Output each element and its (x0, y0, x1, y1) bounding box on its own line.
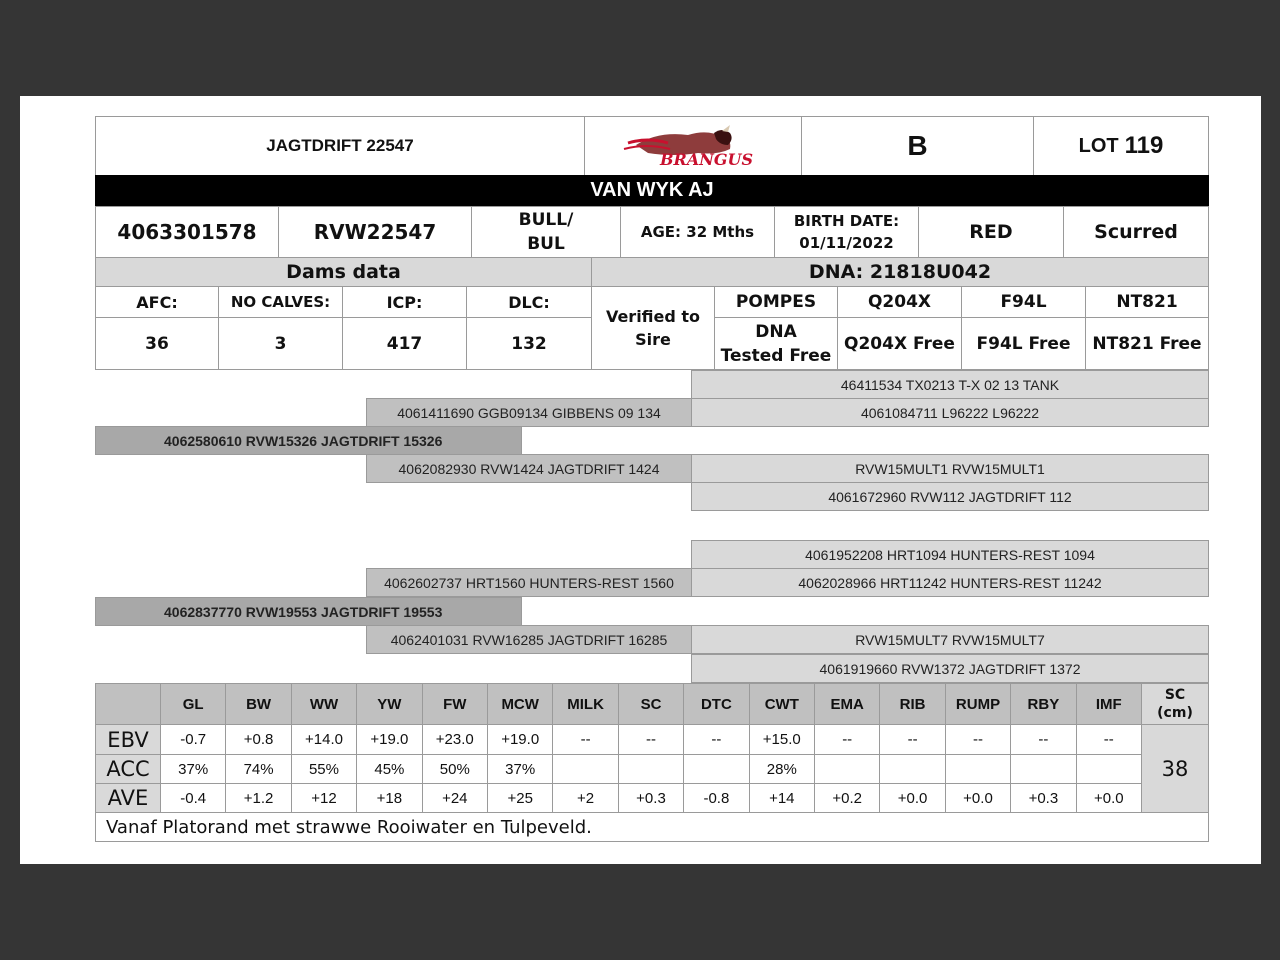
ebv-cell: +23.0 (422, 724, 488, 755)
ebv-cell: -0.4 (160, 783, 226, 813)
pedigree-dam-sire-dam: 4062028966 HRT11242 HUNTERS-REST 11242 (691, 568, 1209, 597)
dna-result-pompes (714, 317, 838, 370)
ebv-cell: +0.0 (879, 783, 945, 813)
pedigree-sire-dam-dam: 4061672960 RVW112 JAGTDRIFT 112 (691, 482, 1209, 511)
ebv-cell: +2 (552, 783, 618, 813)
lot-number: 119 (1124, 132, 1164, 159)
pedigree-dam-dam-dam: 4061919660 RVW1372 JAGTDRIFT 1372 (691, 654, 1209, 683)
ebv-header-cwt: CWT (749, 683, 815, 725)
pedigree-dam-sire-sire: 4061952208 HRT1094 HUNTERS-REST 1094 (691, 540, 1209, 569)
ebv-cell: +18 (356, 783, 422, 813)
pedigree-sire-dam: 4062082930 RVW1424 JAGTDRIFT 1424 (366, 454, 692, 483)
ebv-row-label-ave: AVE (95, 783, 161, 813)
dna-result-nt821: NT821 Free (1085, 317, 1209, 370)
ebv-cell: +1.2 (225, 783, 291, 813)
dna-test-nt821: NT821 (1085, 286, 1209, 318)
sex-line1: BULL/ (518, 210, 574, 230)
dna-verified (591, 286, 715, 370)
dams-value-afc: 36 (95, 317, 219, 370)
animal-tag: RVW22547 (278, 206, 472, 258)
ebv-cell: 55% (291, 754, 357, 784)
animal-colour: RED (918, 206, 1064, 258)
animal-polled: Scurred (1063, 206, 1209, 258)
ebv-row-label-ebv: EBV (95, 724, 161, 755)
dna-test-pompes: POMPES (714, 286, 838, 318)
ebv-cell: -0.8 (683, 783, 749, 813)
birth-date: 01/11/2022 (799, 234, 894, 252)
birth-label: BIRTH DATE: (793, 212, 900, 230)
ebv-header-yw: YW (356, 683, 422, 725)
ebv-cell (879, 754, 945, 784)
ebv-cell: -- (1076, 724, 1142, 755)
dams-header-dlc: DLC: (466, 286, 592, 318)
ebv-cell: +25 (487, 783, 553, 813)
ebv-cell: +15.0 (749, 724, 815, 755)
pedigree-dam-dam: 4062401031 RVW16285 JAGTDRIFT 16285 (366, 625, 692, 654)
ebv-cell (683, 754, 749, 784)
ebv-cell: +19.0 (356, 724, 422, 755)
remarks: Vanaf Platorand met strawwe Rooiwater en Tulpeveld. (95, 812, 1209, 842)
verified-line1: Verified to (605, 307, 701, 326)
ebv-cell: -- (814, 724, 880, 755)
birth-date-cell (774, 206, 919, 258)
logo-text: BRANGUS (660, 150, 754, 169)
sc-header-line1: SC (1164, 687, 1186, 703)
ebv-header-milk: MILK (552, 683, 618, 725)
pedigree-dam-sire: 4062602737 HRT1560 HUNTERS-REST 1560 (366, 568, 692, 597)
ebv-row-label-acc: ACC (95, 754, 161, 784)
dna-result-f94l: F94L Free (961, 317, 1086, 370)
ebv-cell: 37% (487, 754, 553, 784)
sc-value: 38 (1141, 724, 1209, 813)
ebv-cell: 45% (356, 754, 422, 784)
sex-line2: BUL (527, 234, 565, 254)
pedigree-dam: 4062837770 RVW19553 JAGTDRIFT 19553 (95, 597, 522, 626)
dams-header-calves: NO CALVES: (218, 286, 343, 318)
ebv-cell: +0.3 (1010, 783, 1076, 813)
breed-logo (584, 116, 802, 176)
ebv-cell (552, 754, 618, 784)
ebv-cell: +14.0 (291, 724, 357, 755)
dna-result-q204x: Q204X Free (837, 317, 962, 370)
grade-badge: B (801, 116, 1034, 176)
ebv-cell: 37% (160, 754, 226, 784)
ebv-cell: -- (945, 724, 1011, 755)
dna-test-q204x: Q204X (837, 286, 962, 318)
ebv-header-gl: GL (160, 683, 226, 725)
pompes-result-line2: Tested Free (720, 345, 832, 366)
ebv-cell: -- (879, 724, 945, 755)
animal-age: AGE: 32 Mths (620, 206, 775, 258)
ebv-cell: -- (618, 724, 684, 755)
animal-sex (471, 206, 621, 258)
pedigree-sire-sire: 4061411690 GGB09134 GIBBENS 09 134 (366, 398, 692, 427)
ebv-header-corner (95, 683, 161, 725)
ebv-cell (1010, 754, 1076, 784)
ebv-cell (618, 754, 684, 784)
ebv-header-rib: RIB (879, 683, 945, 725)
ebv-cell: +12 (291, 783, 357, 813)
ebv-header-rump: RUMP (945, 683, 1011, 725)
animal-id: 4063301578 (95, 206, 279, 258)
ebv-cell: +0.8 (225, 724, 291, 755)
ebv-cell: +0.3 (618, 783, 684, 813)
ebv-cell (945, 754, 1011, 784)
sale-card (20, 96, 1261, 864)
dna-title: DNA: 21818U042 (591, 257, 1209, 287)
dna-test-f94l: F94L (961, 286, 1086, 318)
dams-header-afc: AFC: (95, 286, 219, 318)
lot-label: LOT (1078, 134, 1119, 157)
ebv-header-imf: IMF (1076, 683, 1142, 725)
ebv-header-rby: RBY (1010, 683, 1076, 725)
brangus-bull-icon (618, 123, 768, 169)
pompes-result-line1: DNA (755, 321, 797, 342)
ebv-header-fw: FW (422, 683, 488, 725)
ebv-cell: +24 (422, 783, 488, 813)
ebv-cell: 74% (225, 754, 291, 784)
dams-value-calves: 3 (218, 317, 343, 370)
ebv-header-sc-cm (1141, 683, 1209, 725)
ebv-cell: -- (552, 724, 618, 755)
ebv-header-sc: SC (618, 683, 684, 725)
dams-value-icp: 417 (342, 317, 467, 370)
pedigree-dam-dam-sire: RVW15MULT7 RVW15MULT7 (691, 625, 1209, 654)
ebv-cell: 28% (749, 754, 815, 784)
ebv-cell: -- (683, 724, 749, 755)
owner-bar: VAN WYK AJ (95, 175, 1209, 206)
ebv-cell: -0.7 (160, 724, 226, 755)
ebv-cell: +0.2 (814, 783, 880, 813)
ebv-header-dtc: DTC (683, 683, 749, 725)
ebv-cell (814, 754, 880, 784)
ebv-cell: -- (1010, 724, 1076, 755)
animal-name: JAGTDRIFT 22547 (95, 116, 585, 176)
ebv-cell (1076, 754, 1142, 784)
ebv-header-ema: EMA (814, 683, 880, 725)
sc-header-line2: (cm) (1157, 705, 1193, 721)
ebv-header-ww: WW (291, 683, 357, 725)
ebv-cell: 50% (422, 754, 488, 784)
ebv-cell: +0.0 (945, 783, 1011, 813)
pedigree-sire-dam-sire: RVW15MULT1 RVW15MULT1 (691, 454, 1209, 483)
verified-line2: Sire (635, 330, 671, 349)
pedigree-sire-sire-sire: 46411534 TX0213 T-X 02 13 TANK (691, 370, 1209, 399)
pedigree-sire: 4062580610 RVW15326 JAGTDRIFT 15326 (95, 426, 522, 455)
dams-title: Dams data (95, 257, 592, 287)
ebv-header-bw: BW (225, 683, 291, 725)
ebv-cell: +19.0 (487, 724, 553, 755)
lot-box (1033, 116, 1209, 176)
pedigree-sire-sire-dam: 4061084711 L96222 L96222 (691, 398, 1209, 427)
dams-value-dlc: 132 (466, 317, 592, 370)
ebv-cell: +14 (749, 783, 815, 813)
dams-header-icp: ICP: (342, 286, 467, 318)
ebv-cell: +0.0 (1076, 783, 1142, 813)
ebv-header-mcw: MCW (487, 683, 553, 725)
